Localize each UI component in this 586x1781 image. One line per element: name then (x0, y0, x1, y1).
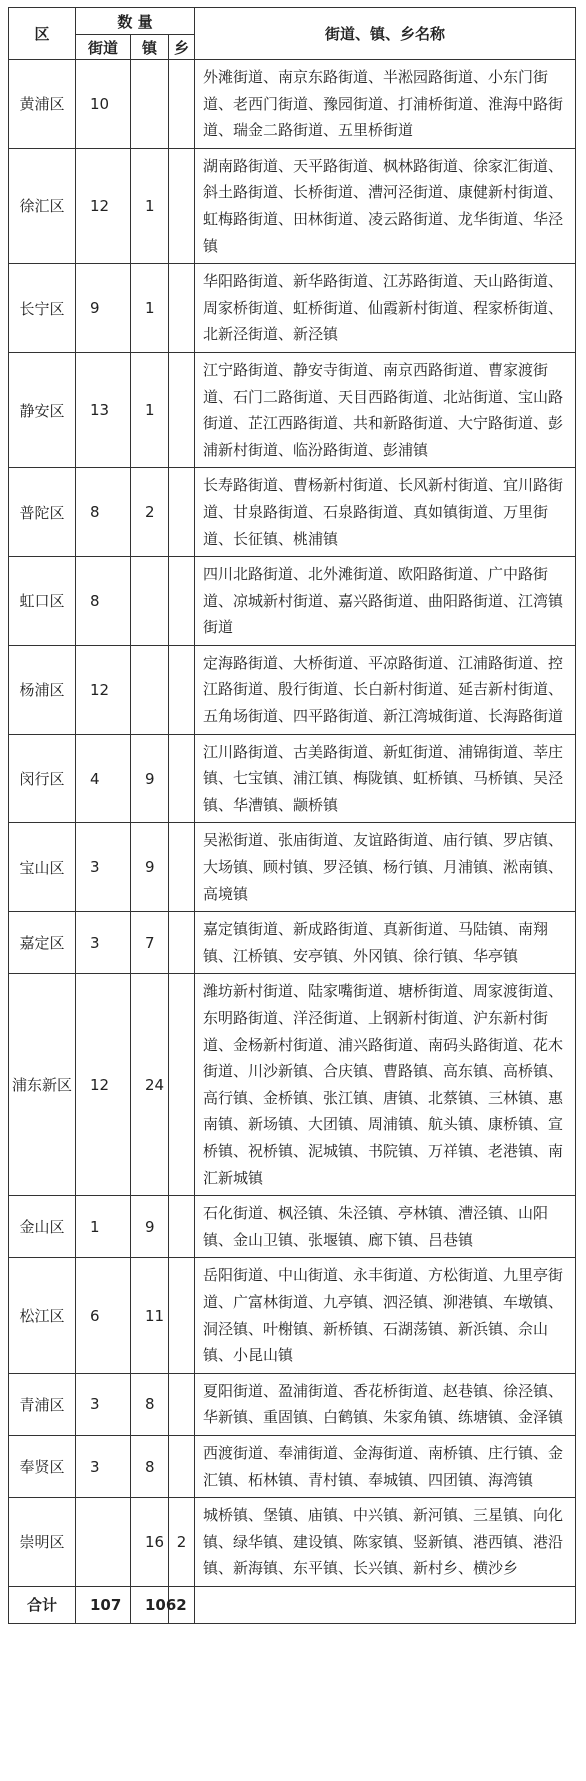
street-count-cell: 3 (76, 912, 131, 974)
street-count-cell: 6 (76, 1258, 131, 1373)
header-township: 乡 (169, 35, 195, 60)
town-count-cell: 1 (131, 148, 169, 263)
street-count-cell: 8 (76, 468, 131, 557)
township-count-cell (169, 1435, 195, 1497)
district-cell: 普陀区 (9, 468, 76, 557)
town-count-cell: 7 (131, 912, 169, 974)
district-table (8, 7, 576, 1624)
township-count-cell (169, 1258, 195, 1373)
street-count-cell: 3 (76, 823, 131, 912)
header-town: 镇 (131, 35, 169, 60)
names-cell: 华阳路街道、新华路街道、江苏路街道、天山路街道、周家桥街道、虹桥街道、仙霞新村街道、程家桥街道、北新泾街道、新泾镇 (195, 264, 576, 353)
names-cell: 嘉定镇街道、新成路街道、真新街道、马陆镇、南翔镇、江桥镇、安亭镇、外冈镇、徐行镇、华亭镇 (195, 912, 576, 974)
town-count-cell: 11 (131, 1258, 169, 1373)
township-count-cell (169, 148, 195, 263)
township-count-cell (169, 557, 195, 646)
district-cell: 宝山区 (9, 823, 76, 912)
district-cell: 静安区 (9, 352, 76, 467)
street-count-cell: 1 (76, 1196, 131, 1258)
street-count-cell: 10 (76, 60, 131, 149)
table-row (9, 974, 576, 1196)
township-count-cell (169, 823, 195, 912)
district-cell: 浦东新区 (9, 974, 76, 1196)
town-count-cell: 16 (131, 1498, 169, 1587)
district-cell: 虹口区 (9, 557, 76, 646)
district-cell: 金山区 (9, 1196, 76, 1258)
township-count-cell (169, 264, 195, 353)
township-count-cell (169, 1196, 195, 1258)
header-street: 街道 (76, 35, 131, 60)
town-count-cell (131, 60, 169, 149)
district-cell: 嘉定区 (9, 912, 76, 974)
township-count-cell (169, 645, 195, 734)
street-count-cell: 3 (76, 1373, 131, 1435)
names-cell: 外滩街道、南京东路街道、半淞园路街道、小东门街道、老西门街道、豫园街道、打浦桥街道、淮海中路街道、瑞金二路街道、五里桥街道 (195, 60, 576, 149)
district-cell: 闵行区 (9, 734, 76, 823)
names-cell: 江川路街道、古美路街道、新虹街道、浦锦街道、莘庄镇、七宝镇、浦江镇、梅陇镇、虹桥镇、马桥镇、吴泾镇、华漕镇、颛桥镇 (195, 734, 576, 823)
town-count-cell: 24 (131, 974, 169, 1196)
names-cell: 城桥镇、堡镇、庙镇、中兴镇、新河镇、三星镇、向化镇、绿华镇、建设镇、陈家镇、竖新镇、港西镇、港沿镇、新海镇、东平镇、长兴镇、新村乡、横沙乡 (195, 1498, 576, 1587)
district-cell: 奉贤区 (9, 1435, 76, 1497)
names-cell: 四川北路街道、北外滩街道、欧阳路街道、广中路街道、凉城新村街道、嘉兴路街道、曲阳路街道、江湾镇街道 (195, 557, 576, 646)
district-cell: 松江区 (9, 1258, 76, 1373)
street-count-cell: 12 (76, 148, 131, 263)
township-count-cell (169, 60, 195, 149)
district-cell: 黄浦区 (9, 60, 76, 149)
table-row (9, 352, 576, 467)
header-district: 区 (9, 8, 76, 60)
street-count-cell: 13 (76, 352, 131, 467)
town-count-cell: 9 (131, 1196, 169, 1258)
township-count-cell (169, 468, 195, 557)
header-names: 街道、镇、乡名称 (195, 8, 576, 60)
table-row (9, 912, 576, 974)
names-cell: 江宁路街道、静安寺街道、南京西路街道、曹家渡街道、石门二路街道、天目西路街道、北站街道、宝山路街道、芷江西路街道、共和新路街道、大宁路街道、彭浦新村街道、临汾路街道、彭浦镇 (195, 352, 576, 467)
district-cell: 崇明区 (9, 1498, 76, 1587)
street-count-cell: 8 (76, 557, 131, 646)
town-count-cell: 9 (131, 734, 169, 823)
table-row (9, 645, 576, 734)
table-row (9, 1196, 576, 1258)
total-names-empty (195, 1586, 576, 1623)
total-streets: 107 (76, 1586, 131, 1623)
total-row (9, 1586, 576, 1623)
names-cell: 石化街道、枫泾镇、朱泾镇、亭林镇、漕泾镇、山阳镇、金山卫镇、张堰镇、廊下镇、吕巷镇 (195, 1196, 576, 1258)
names-cell: 吴淞街道、张庙街道、友谊路街道、庙行镇、罗店镇、大场镇、顾村镇、罗泾镇、杨行镇、月浦镇、淞南镇、高境镇 (195, 823, 576, 912)
table-row (9, 1373, 576, 1435)
township-count-cell (169, 974, 195, 1196)
names-cell: 西渡街道、奉浦街道、金海街道、南桥镇、庄行镇、金汇镇、柘林镇、青村镇、奉城镇、四团镇、海湾镇 (195, 1435, 576, 1497)
street-count-cell: 9 (76, 264, 131, 353)
total-label: 合计 (9, 1586, 76, 1623)
street-count-cell: 4 (76, 734, 131, 823)
town-count-cell (131, 645, 169, 734)
town-count-cell: 1 (131, 264, 169, 353)
names-cell: 夏阳街道、盈浦街道、香花桥街道、赵巷镇、徐泾镇、华新镇、重固镇、白鹤镇、朱家角镇、练塘镇、金泽镇 (195, 1373, 576, 1435)
township-count-cell (169, 734, 195, 823)
table-row (9, 60, 576, 149)
table-row (9, 468, 576, 557)
district-cell: 长宁区 (9, 264, 76, 353)
table-body (9, 60, 576, 1587)
table-row (9, 1435, 576, 1497)
town-count-cell: 1 (131, 352, 169, 467)
township-count-cell (169, 912, 195, 974)
table-row (9, 734, 576, 823)
table-row (9, 1498, 576, 1587)
district-cell: 徐汇区 (9, 148, 76, 263)
township-count-cell: 2 (169, 1498, 195, 1587)
names-cell: 定海路街道、大桥街道、平凉路街道、江浦路街道、控江路街道、殷行街道、长白新村街道、延吉新村街道、五角场街道、四平路街道、新江湾城街道、长海路街道 (195, 645, 576, 734)
street-count-cell: 12 (76, 974, 131, 1196)
town-count-cell: 8 (131, 1435, 169, 1497)
names-cell: 湖南路街道、天平路街道、枫林路街道、徐家汇街道、斜土路街道、长桥街道、漕河泾街道、康健新村街道、虹梅路街道、田林街道、凌云路街道、龙华街道、华泾镇 (195, 148, 576, 263)
township-count-cell (169, 352, 195, 467)
names-cell: 潍坊新村街道、陆家嘴街道、塘桥街道、周家渡街道、东明路街道、洋泾街道、上钢新村街道、沪东新村街道、金杨新村街道、浦兴路街道、南码头路街道、花木街道、川沙新镇、合庆镇、曹路镇、高东镇、高桥镇、高行镇、金桥镇、张江镇、唐镇、北蔡镇、三林镇、惠南镇、新场镇、大团镇、周浦镇、航头镇、康桥镇、宣桥镇、祝桥镇、泥城镇、书院镇、万祥镇、老港镇、南汇新城镇 (195, 974, 576, 1196)
header-count: 数 量 (76, 8, 195, 35)
street-count-cell: 12 (76, 645, 131, 734)
table-row (9, 148, 576, 263)
names-cell: 长寿路街道、曹杨新村街道、长风新村街道、宜川路街道、甘泉路街道、石泉路街道、真如镇街道、万里街道、长征镇、桃浦镇 (195, 468, 576, 557)
names-cell: 岳阳街道、中山街道、永丰街道、方松街道、九里亭街道、广富林街道、九亭镇、泗泾镇、泖港镇、车墩镇、洞泾镇、叶榭镇、新桥镇、石湖荡镇、新浜镇、佘山镇、小昆山镇 (195, 1258, 576, 1373)
town-count-cell (131, 557, 169, 646)
district-cell: 杨浦区 (9, 645, 76, 734)
town-count-cell: 8 (131, 1373, 169, 1435)
town-count-cell: 9 (131, 823, 169, 912)
township-count-cell (169, 1373, 195, 1435)
table-row (9, 557, 576, 646)
table-row (9, 264, 576, 353)
district-cell: 青浦区 (9, 1373, 76, 1435)
total-towns: 106 (131, 1586, 169, 1623)
table-row (9, 823, 576, 912)
table-row (9, 1258, 576, 1373)
total-townships: 2 (169, 1586, 195, 1623)
street-count-cell: 3 (76, 1435, 131, 1497)
street-count-cell (76, 1498, 131, 1587)
town-count-cell: 2 (131, 468, 169, 557)
